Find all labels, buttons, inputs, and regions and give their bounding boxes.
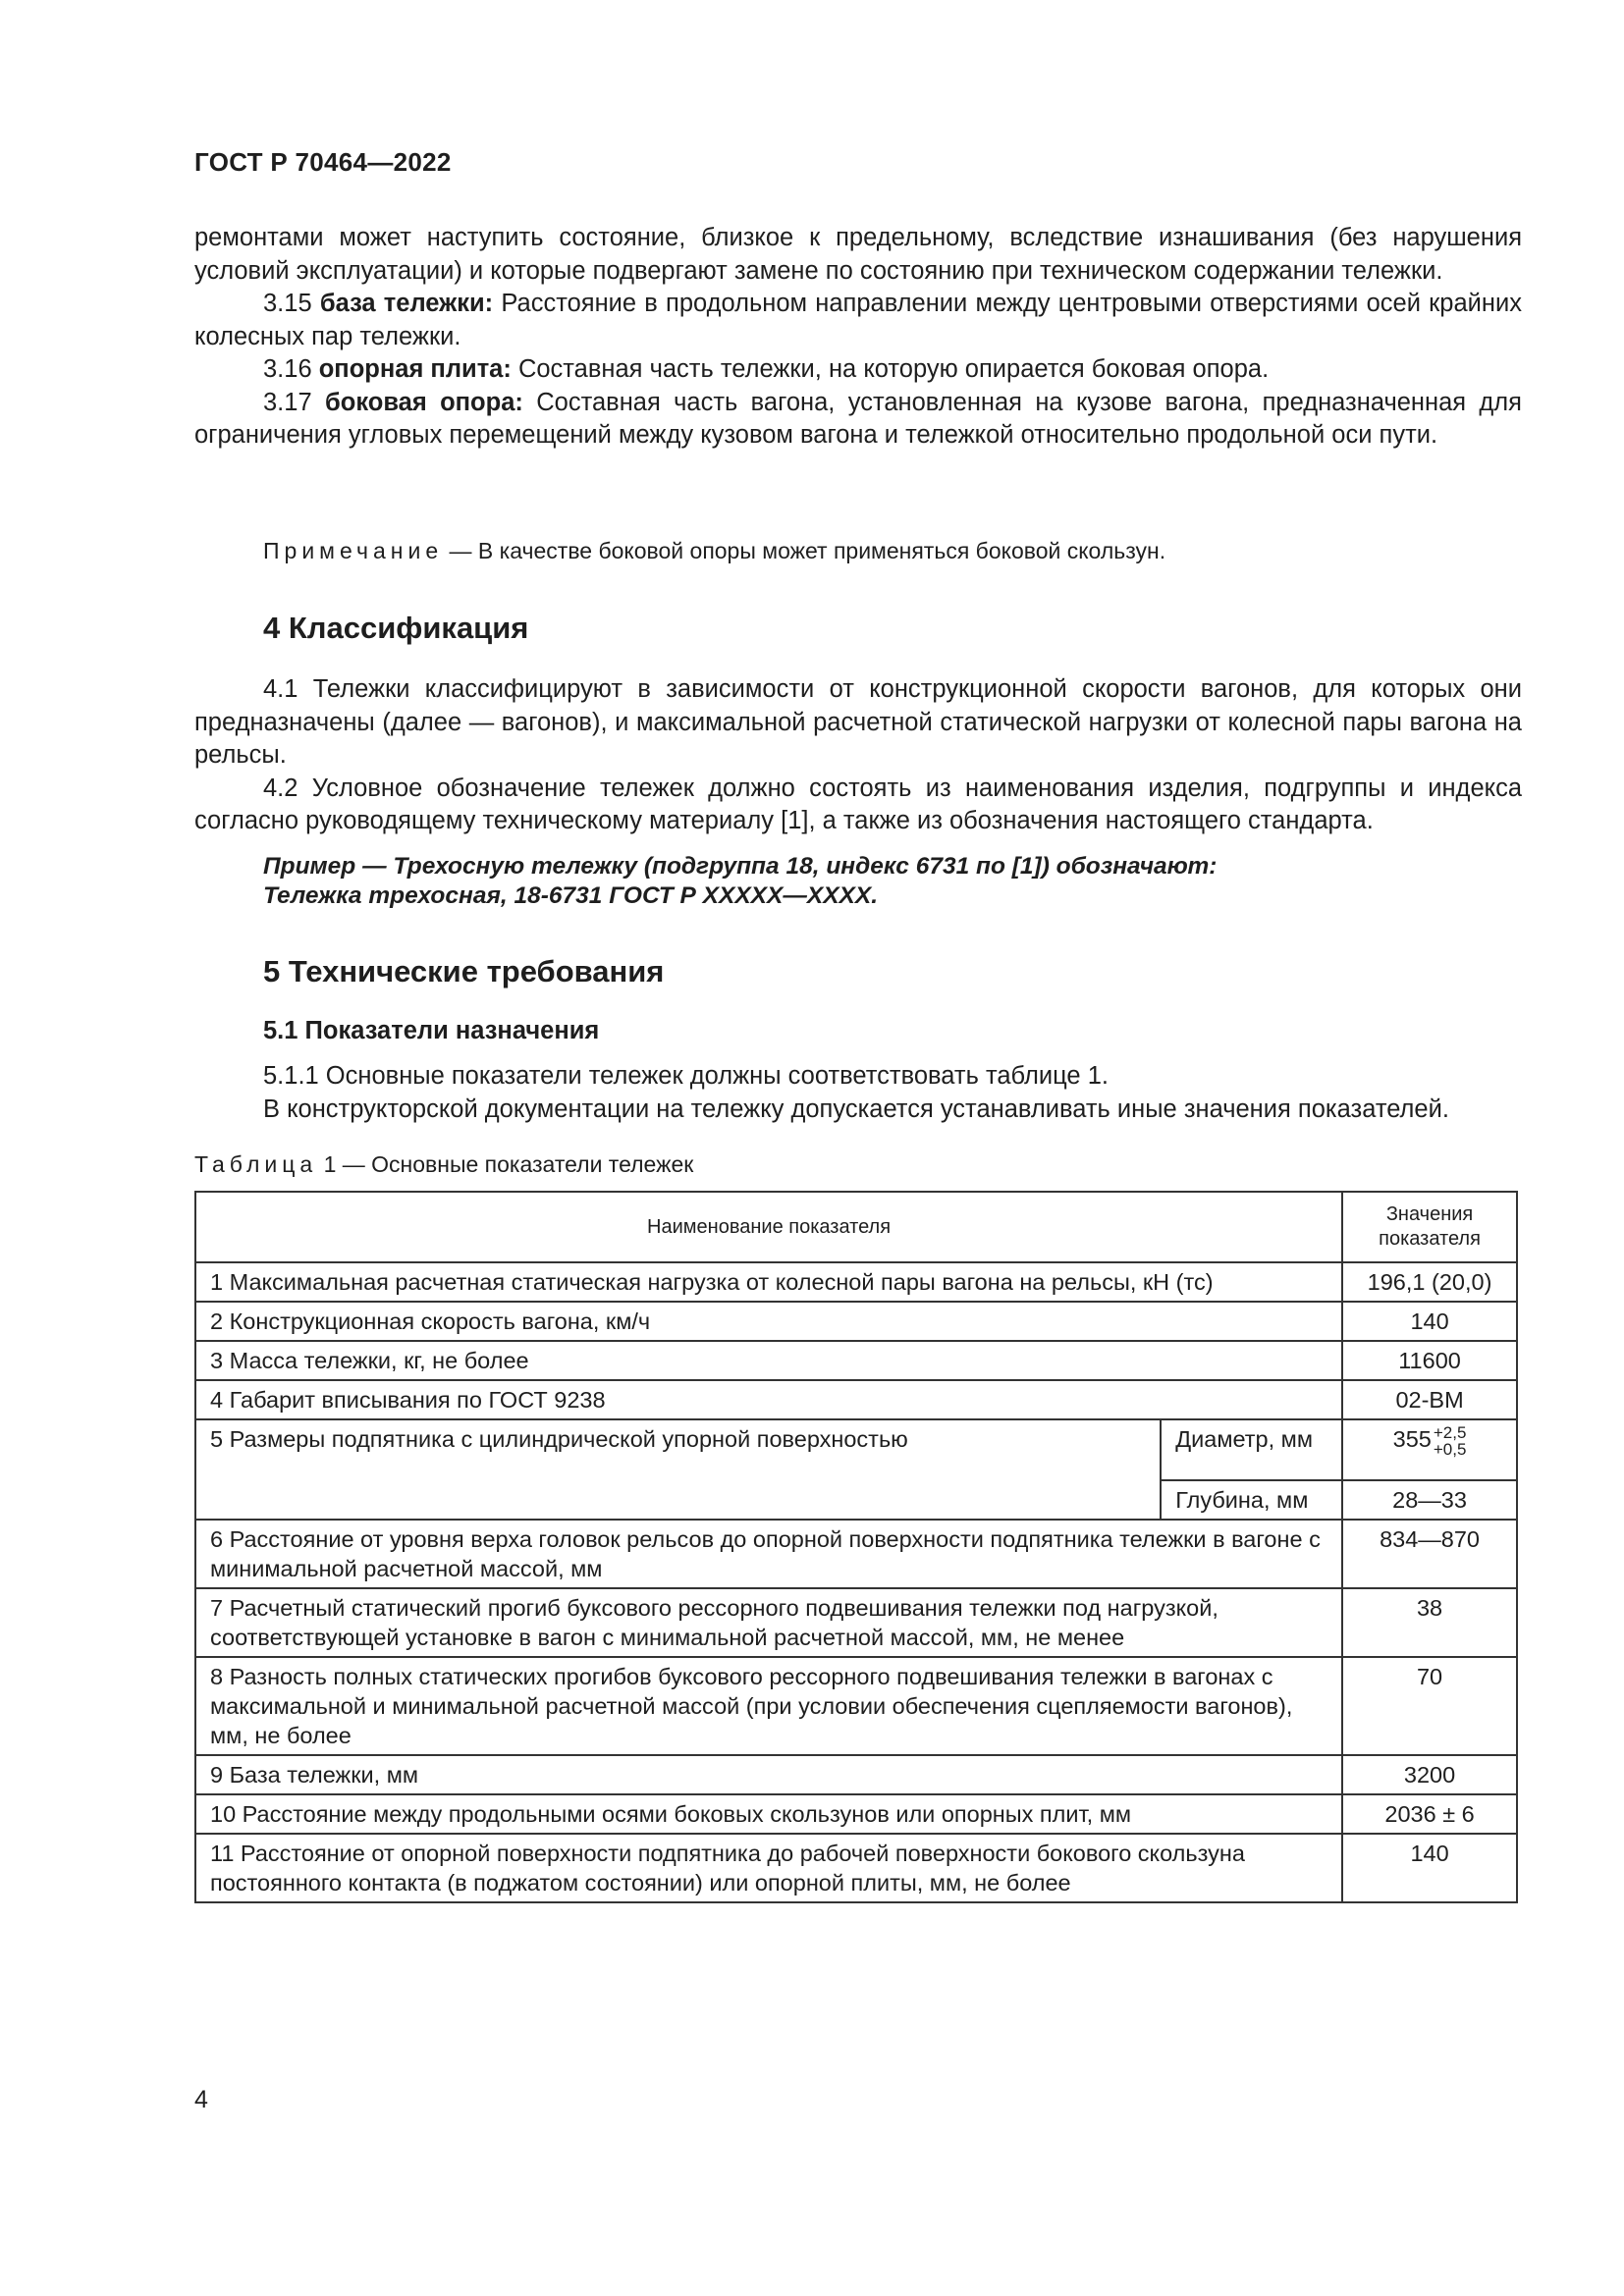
row-value: 196,1 (20,0) <box>1342 1262 1517 1302</box>
row-value: 28—33 <box>1342 1480 1517 1520</box>
definition-text: Составная часть тележки, на которую опирается боковая опора. <box>511 355 1270 383</box>
table-row <box>195 1794 1517 1834</box>
row-value: 140 <box>1342 1834 1517 1902</box>
table-row <box>195 1419 1517 1480</box>
row-name: 10 Расстояние между продольными осями боковых скользунов или опорных плит, мм <box>195 1794 1342 1834</box>
definition-number: 3.16 <box>263 355 312 383</box>
row-value: 02-ВМ <box>1342 1380 1517 1419</box>
row-name: 8 Разность полных статических прогибов буксового рессорного подвешивания тележки в вагонах с максимальной и минимальной расчетной массой (при условии обеспечения сцепляемости вагонов), мм, не более <box>195 1657 1342 1755</box>
header-value-line-1: Значения <box>1385 1203 1474 1225</box>
section-3-text <box>194 222 1522 453</box>
paragraph-4-1: 4.1 Тележки классифицируют в зависимости от конструкционной скорости вагонов, для которых они предназначены (далее — вагонов), и максимальной расчетной статической нагрузки от колесной пары вагона на рельсы. <box>194 675 1522 769</box>
table-row <box>195 1341 1517 1380</box>
table-row <box>195 1262 1517 1302</box>
definition-term: опорная плита: <box>318 355 512 383</box>
row-name: 1 Максимальная расчетная статическая нагрузка от колесной пары вагона на рельсы, кН (тс) <box>195 1262 1342 1302</box>
definition-number: 3.15 <box>263 290 312 317</box>
table-row <box>195 1588 1517 1657</box>
header-value-line-2: показателя <box>1379 1228 1481 1250</box>
example-line-2: Тележка трехосная, 18-6731 ГОСТ Р ХХХХХ—ХХХХ. <box>263 882 879 909</box>
definition-term: база тележки: <box>319 290 494 317</box>
row-value: 70 <box>1342 1657 1517 1755</box>
row-name: 6 Расстояние от уровня верха головок рельсов до опорной поверхности подпятника тележки в вагоне с минимальной расчетной массой, мм <box>195 1520 1342 1588</box>
section-5-1-heading: 5.1 Показатели назначения <box>263 1017 600 1044</box>
note <box>263 538 1165 564</box>
example-line-1: Пример — Трехосную тележку (подгруппа 18, индекс 6731 по [1]) обозначают: <box>263 853 1218 880</box>
continuation-paragraph: ремонтами может наступить состояние, близкое к предельному, вследствие изнашивания (без нарушения условий эксплуатации) и которые подвергают замене по состоянию при техническом содержании тележки. <box>194 224 1522 285</box>
row-name: 4 Габарит вписывания по ГОСТ 9238 <box>195 1380 1342 1419</box>
page-number: 4 <box>194 2086 208 2113</box>
row-value: 2036 ± 6 <box>1342 1794 1517 1834</box>
row-name: 11 Расстояние от опорной поверхности подпятника до рабочей поверхности бокового скользуна постоянного контакта (в поджатом состоянии) или опорной плиты, мм, не более <box>195 1834 1342 1902</box>
tolerance <box>1434 1424 1467 1458</box>
parameters-table <box>194 1191 1518 1903</box>
tolerance-lower: +0,5 <box>1433 1440 1467 1459</box>
paragraph-5-1-1-note: В конструкторской документации на тележку допускается устанавливать иные значения показателей. <box>263 1095 1449 1123</box>
diameter-value: 355 <box>1392 1426 1432 1453</box>
table-caption <box>194 1151 693 1178</box>
section-5-text <box>194 1060 1522 1126</box>
table-row <box>195 1834 1517 1902</box>
table-header-row <box>195 1192 1517 1262</box>
paragraph-5-1-1: 5.1.1 Основные показатели тележек должны соответствовать таблице 1. <box>263 1062 1109 1090</box>
definition-term: боковая опора: <box>325 388 523 416</box>
row-name: 2 Конструкционная скорость вагона, км/ч <box>195 1302 1342 1341</box>
row-value: 3200 <box>1342 1755 1517 1794</box>
row-value: 38 <box>1342 1588 1517 1657</box>
table-row <box>195 1302 1517 1341</box>
section-5-heading: 5 Технические требования <box>263 954 665 988</box>
row-value: 11600 <box>1342 1341 1517 1380</box>
definition-number: 3.17 <box>263 388 312 416</box>
definition-3-17 <box>194 387 1522 453</box>
note-label: Примечание <box>263 538 444 563</box>
table-caption-label: Таблица <box>194 1151 318 1177</box>
note-text: — В качестве боковой опоры может применяться боковой скользун. <box>443 538 1166 563</box>
section-4-heading: 4 Классификация <box>263 611 529 645</box>
definition-text: Расстояние в продольном направлении между центровыми отверстиями осей крайних колесных пар тележки. <box>194 290 1522 350</box>
row-name: 7 Расчетный статический прогиб буксового рессорного подвешивания тележки под нагрузкой, соответствующей установке в вагон с минимальной расчетной массой, мм, не менее <box>195 1588 1342 1657</box>
row-value: 834—870 <box>1342 1520 1517 1588</box>
subrow-label: Глубина, мм <box>1161 1480 1342 1520</box>
table-row <box>195 1380 1517 1419</box>
header-name-cell: Наименование показателя <box>195 1192 1342 1262</box>
table-caption-text: 1 — Основные показатели тележек <box>317 1151 694 1177</box>
row-value: 140 <box>1342 1302 1517 1341</box>
row-name: 9 База тележки, мм <box>195 1755 1342 1794</box>
tolerance-upper: +2,5 <box>1433 1423 1467 1442</box>
definition-3-16 <box>194 353 1522 387</box>
paragraph-4-2: 4.2 Условное обозначение тележек должно состоять из наименования изделия, подгруппы и индекса согласно руководящему техническому материалу [1], а также из обозначения настоящего стандарта. <box>194 774 1522 834</box>
row-value <box>1342 1419 1517 1480</box>
subrow-label: Диаметр, мм <box>1161 1419 1342 1480</box>
table-row <box>195 1520 1517 1588</box>
section-4-text <box>194 673 1522 838</box>
definition-3-15 <box>194 288 1522 353</box>
row-name: 3 Масса тележки, кг, не более <box>195 1341 1342 1380</box>
header-value-cell <box>1342 1192 1517 1262</box>
row-name: 5 Размеры подпятника с цилиндрической упорной поверхностью <box>195 1419 1161 1520</box>
example-block <box>263 852 1217 911</box>
definition-text: Составная часть вагона, установленная на кузове вагона, предназначенная для ограничения угловых перемещений между кузовом вагона и тележкой относительно продольной оси пути. <box>194 388 1522 449</box>
table-row <box>195 1755 1517 1794</box>
table-row <box>195 1657 1517 1755</box>
document-code: ГОСТ Р 70464—2022 <box>194 147 452 177</box>
